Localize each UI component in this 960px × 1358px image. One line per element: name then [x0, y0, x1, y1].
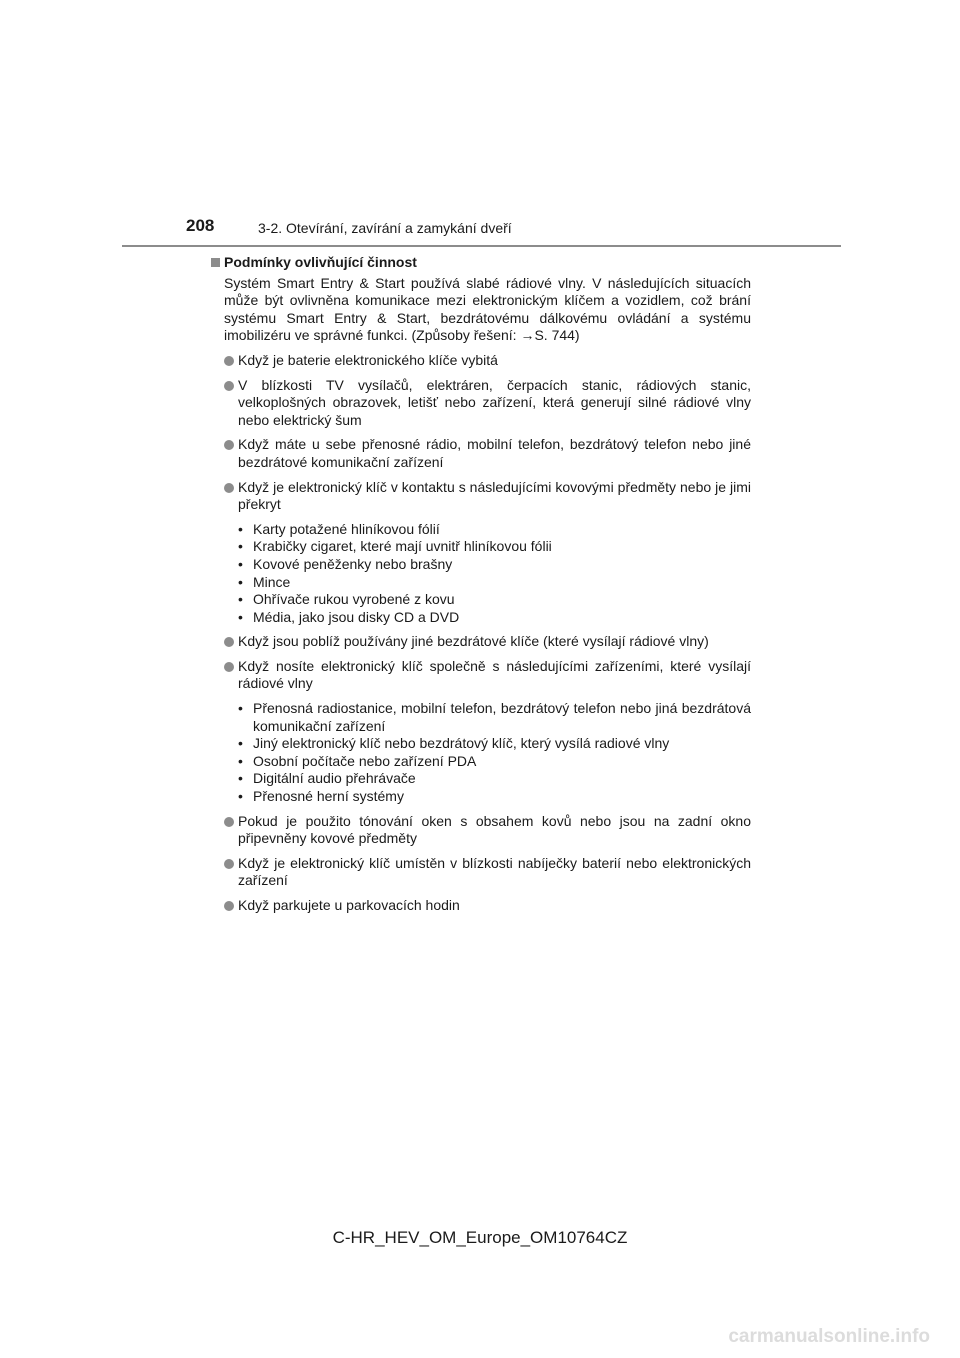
sublist-item-text: Karty potažené hliníkovou fólií — [253, 520, 440, 537]
section-heading — [211, 254, 751, 272]
list-item — [211, 377, 751, 430]
small-bullet-icon: • — [238, 788, 243, 805]
page-number: 208 — [186, 216, 215, 235]
sublist-item — [238, 753, 751, 771]
small-bullet-icon: • — [238, 752, 243, 769]
small-bullet-icon: • — [238, 735, 243, 752]
list-item — [211, 633, 751, 651]
metal-objects-sublist — [211, 521, 751, 627]
sublist-item — [238, 556, 751, 574]
sublist-item — [238, 700, 751, 735]
circle-bullet-icon — [224, 381, 234, 391]
sublist-item-text: Jiný elektronický klíč nebo bezdrátový klíč, který vysílá radiové vlny — [253, 735, 670, 752]
list-item-text: Když máte u sebe přenosné rádio, mobilní telefon, bezdrátový telefon nebo jiné bezdrátové komunikační zařízení — [238, 436, 751, 470]
list-item-text: Když jsou poblíž používány jiné bezdrátové klíče (které vysílají rádiové vlny) — [238, 633, 709, 650]
section-heading-text: Podmínky ovlivňující činnost — [224, 254, 417, 270]
sublist-item — [238, 788, 751, 806]
document-code: C-HR_HEV_OM_Europe_OM10764CZ — [332, 1228, 628, 1247]
small-bullet-icon: • — [238, 700, 243, 717]
list-item — [211, 855, 751, 890]
circle-bullet-icon — [224, 662, 234, 672]
sublist-item-text: Krabičky cigaret, které mají uvnitř hliníkovou fólii — [253, 538, 552, 555]
intro-paragraph: Systém Smart Entry & Start používá slabé rádiové vlny. V následujících situacích může být ovlivněna komunikace mezi elektronickým klíčem a vozidlem, což brání systému Smart Entry & Start, bezdrátovému dálkovému ovládání a systému imobilizéru ve správné funkci. (Způsoby řešení: →S. 744) — [224, 274, 751, 344]
list-item — [211, 658, 751, 693]
list-item — [211, 352, 751, 370]
sublist-item-text: Osobní počítače nebo zařízení PDA — [253, 752, 477, 769]
list-item-text: Když je baterie elektronického klíče vybitá — [238, 351, 498, 368]
list-item-text: Pokud je použito tónování oken s obsahem kovů nebo jsou na zadní okno připevněny kovové předměty — [238, 812, 751, 847]
sublist-item — [238, 770, 751, 788]
sublist-item — [238, 735, 751, 753]
header-divider — [122, 245, 841, 247]
list-item-text: Když je elektronický klíč umístěn v blízkosti nabíječky baterií nebo elektronických zařízení — [238, 854, 751, 889]
small-bullet-icon: • — [238, 770, 243, 787]
sublist-item-text: Digitální audio přehrávače — [253, 770, 416, 787]
sublist-item — [238, 591, 751, 609]
main-content — [211, 254, 751, 915]
watermark: carmanualsonline.info — [728, 1326, 930, 1347]
list-item — [211, 436, 751, 471]
circle-bullet-icon — [224, 859, 234, 869]
square-bullet-icon — [211, 258, 220, 267]
circle-bullet-icon — [224, 901, 234, 911]
circle-bullet-icon — [224, 817, 234, 827]
list-item — [211, 813, 751, 848]
list-item — [211, 897, 751, 915]
circle-bullet-icon — [224, 637, 234, 647]
list-item-text: Když je elektronický klíč v kontaktu s následujícími kovovými předměty nebo je jimi překryt — [238, 478, 751, 513]
small-bullet-icon: • — [238, 520, 243, 537]
list-item-text: Když nosíte elektronický klíč společně s následujícími zařízeními, které vysílají rádiové vlny — [238, 657, 751, 692]
sublist-item-text: Mince — [253, 573, 291, 590]
sublist-item-text: Kovové peněženky nebo brašny — [253, 555, 453, 572]
list-item-text: V blízkosti TV vysílačů, elektráren, čerpacích stanic, rádiových stanic, velkoplošných obrazovek, letišť nebo zařízení, která generují silné rádiové vlny nebo elektrický šum — [238, 376, 751, 428]
small-bullet-icon: • — [238, 591, 243, 608]
list-item — [211, 479, 751, 514]
sublist-item — [238, 574, 751, 592]
sublist-item — [238, 538, 751, 556]
sublist-item-text: Média, jako jsou disky CD a DVD — [253, 608, 460, 625]
circle-bullet-icon — [224, 440, 234, 450]
small-bullet-icon: • — [238, 555, 243, 572]
sublist-item-text: Přenosné herní systémy — [253, 788, 404, 805]
list-item-text: Když parkujete u parkovacích hodin — [238, 897, 460, 913]
sublist-item — [238, 521, 751, 539]
small-bullet-icon: • — [238, 608, 243, 625]
sublist-item — [238, 609, 751, 627]
small-bullet-icon: • — [238, 573, 243, 590]
sublist-item-text: Přenosná radiostanice, mobilní telefon, bezdrátový telefon nebo jiná bezdrátová komunikační zařízení — [253, 700, 751, 734]
circle-bullet-icon — [224, 356, 234, 366]
devices-sublist — [211, 700, 751, 806]
small-bullet-icon: • — [238, 538, 243, 555]
sublist-item-text: Ohřívače rukou vyrobené z kovu — [253, 591, 455, 608]
section-title: 3-2. Otevírání, zavírání a zamykání dveří — [258, 220, 512, 236]
circle-bullet-icon — [224, 483, 234, 493]
